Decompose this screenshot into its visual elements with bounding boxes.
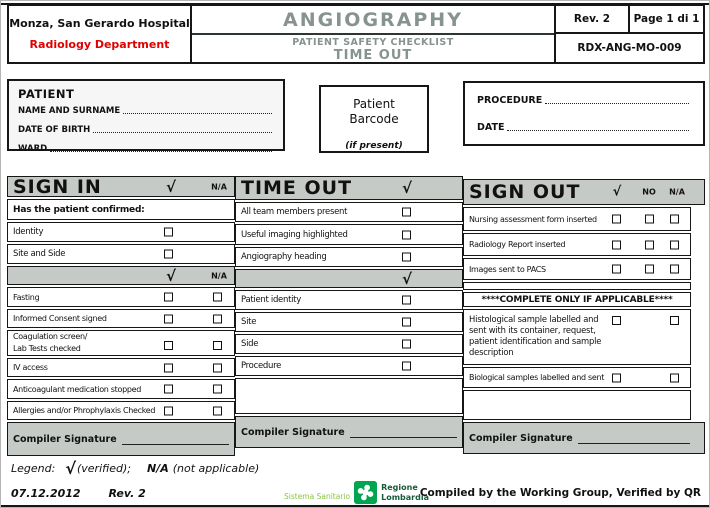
document-code-box: RDX-ANG-MO-009 <box>554 32 705 64</box>
name-surname-label: NAME AND SURNAME <box>18 106 121 116</box>
item-label: Histological sample labelled and sent with its container, request, patient identification and sample description <box>469 314 602 357</box>
na-column-label: N/A <box>669 187 685 197</box>
checkbox-nursing-na[interactable] <box>670 215 679 224</box>
patient-box-title: PATIENT <box>18 87 75 101</box>
check-column-icon: √ <box>401 269 412 288</box>
date-field[interactable] <box>507 122 689 131</box>
checkbox-anticoagulant-verified[interactable] <box>164 385 173 394</box>
form-title: ANGIOGRAPHY <box>192 6 554 35</box>
sign-in-mid-header-row <box>7 266 235 285</box>
time-out-mid-header-row <box>235 269 463 288</box>
procedure-confirm-row <box>235 356 463 376</box>
radiology-report-row <box>463 233 691 256</box>
checkbox-angiography-heading[interactable] <box>402 253 411 262</box>
department-name: Radiology Department <box>29 38 170 51</box>
item-label: Useful imaging highlighted <box>241 229 348 240</box>
ward-row <box>18 143 274 154</box>
checkbox-consent-na[interactable] <box>213 314 222 323</box>
time-out-signature-line[interactable] <box>350 426 457 438</box>
procedure-field[interactable] <box>545 95 689 104</box>
coagulation-row <box>7 330 235 356</box>
hospital-info-box <box>7 4 192 64</box>
item-label: Anticoagulant medication stopped <box>13 384 142 394</box>
no-column-label: NO <box>642 187 656 197</box>
checkbox-pacs-no[interactable] <box>645 265 654 274</box>
nursing-form-row <box>463 207 691 231</box>
ward-label: WARD <box>18 144 48 154</box>
checkbox-fasting-na[interactable] <box>213 293 222 302</box>
checkbox-report-na[interactable] <box>670 240 679 249</box>
item-label: Fasting <box>13 292 40 302</box>
checkbox-pacs-verified[interactable] <box>612 265 621 274</box>
procedure-row <box>477 95 691 106</box>
compiled-by-note: Compiled by the Working Group, Verified by QR <box>419 487 701 499</box>
patient-box <box>7 79 285 154</box>
bottom-rule <box>1 505 710 507</box>
date-row <box>477 122 691 133</box>
item-label: Patient identity <box>241 295 301 305</box>
checkbox-histological-verified[interactable] <box>612 316 621 325</box>
checkbox-site[interactable] <box>402 318 411 327</box>
date-revision <box>11 487 146 500</box>
page-box: Page 1 di 1 <box>628 4 705 34</box>
time-out-signature-row <box>235 416 463 448</box>
applicable-header-label: ****COMPLETE ONLY IF APPLICABLE**** <box>481 294 673 305</box>
sign-out-spacer-thin <box>463 282 691 290</box>
informed-consent-row <box>7 309 235 328</box>
item-line-2: Lab Tests checked <box>13 344 81 353</box>
item-label <box>13 331 87 354</box>
item-label: Side <box>241 339 259 349</box>
checkbox-report-verified[interactable] <box>612 240 621 249</box>
checkbox-biological-verified[interactable] <box>612 373 621 382</box>
item-label: Procedure <box>241 361 282 371</box>
item-label: Allergies and/or Phrophylaxis Checked <box>13 406 156 415</box>
images-pacs-row <box>463 258 691 280</box>
checkbox-pacs-na[interactable] <box>670 265 679 274</box>
date-label: DATE <box>477 122 505 133</box>
sign-out-signature-line[interactable] <box>578 432 690 444</box>
histological-sample-row <box>463 309 691 365</box>
sign-out-spacer-row <box>463 390 691 420</box>
item-label: IV access <box>13 363 48 372</box>
hospital-name: Monza, San Gerardo Hospital <box>9 17 190 30</box>
legend-na-meaning: (not applicable) <box>172 462 260 475</box>
checkbox-anticoagulant-na[interactable] <box>213 385 222 394</box>
item-label: Informed Consent signed <box>13 314 107 323</box>
checkbox-iv-verified[interactable] <box>164 363 173 372</box>
procedure-box <box>463 81 705 146</box>
checkbox-nursing-no[interactable] <box>645 215 654 224</box>
form-subtitle: PATIENT SAFETY CHECKLIST <box>292 37 454 48</box>
checkbox-coagulation-na[interactable] <box>213 341 222 350</box>
checkbox-procedure[interactable] <box>402 362 411 371</box>
site-side-row <box>7 244 235 264</box>
site-row <box>235 312 463 332</box>
item-label: Images sent to PACS <box>469 264 546 274</box>
angiography-heading-row <box>235 247 463 267</box>
barcode-note: (if present) <box>345 141 403 151</box>
side-row <box>235 334 463 354</box>
check-icon: √ <box>65 459 76 478</box>
checkbox-iv-na[interactable] <box>213 363 222 372</box>
item-label: Site and Side <box>13 249 66 259</box>
form-subtitle-2: TIME OUT <box>333 48 413 63</box>
item-label: All team members present <box>241 207 348 217</box>
na-column-label: N/A <box>211 271 227 280</box>
applicable-header-row <box>463 292 691 307</box>
checkbox-identity[interactable] <box>164 228 173 237</box>
revision-box: Rev. 2 <box>554 4 630 34</box>
checkbox-coagulation-verified[interactable] <box>164 341 173 350</box>
date-of-birth-field[interactable] <box>93 124 272 133</box>
name-surname-row <box>18 105 274 116</box>
legend-check-meaning: (verified); <box>76 462 131 475</box>
sign-out-column <box>463 179 705 456</box>
sign-out-title: SIGN OUT <box>469 181 581 203</box>
time-out-header-row <box>235 176 463 200</box>
confirm-header-row <box>7 199 235 220</box>
identity-row <box>7 222 235 242</box>
checkbox-consent-verified[interactable] <box>164 314 173 323</box>
sign-in-column <box>7 176 235 458</box>
item-label: Radiology Report inserted <box>469 240 566 249</box>
team-members-row <box>235 202 463 222</box>
procedure-label: PROCEDURE <box>477 95 543 106</box>
sign-out-header-row <box>463 179 705 205</box>
item-line-1: Coagulation screen/ <box>13 332 88 342</box>
checkbox-side[interactable] <box>402 340 411 349</box>
checkbox-histological-na[interactable] <box>670 316 679 325</box>
check-column-icon: √ <box>165 266 176 285</box>
allergies-row <box>7 401 235 420</box>
regione-lombardia-logo-block <box>284 481 435 504</box>
sistema-sanitario-label: Sistema Sanitario <box>284 492 351 501</box>
item-label: Site <box>241 317 257 327</box>
regione-lombardia-label: Regione Lombardia <box>381 483 429 502</box>
name-surname-field[interactable] <box>123 105 272 114</box>
iv-access-row <box>7 358 235 377</box>
checkbox-biological-na[interactable] <box>670 373 679 382</box>
confirm-header-label: Has the patient confirmed: <box>13 204 145 215</box>
time-out-title: TIME OUT <box>241 177 353 199</box>
legend-na: N/A <box>147 462 169 475</box>
footer-revision: Rev. 2 <box>108 487 146 500</box>
footer-date: 07.12.2012 <box>11 487 81 500</box>
check-column-icon: √ <box>165 177 176 196</box>
patient-barcode-label: Patient Barcode <box>349 97 399 126</box>
sign-in-signature-row <box>7 422 235 456</box>
checkbox-fasting-verified[interactable] <box>164 293 173 302</box>
signature-label: Compiler Signature <box>469 432 573 444</box>
item-label: Nursing assessment form inserted <box>469 214 597 224</box>
time-out-column <box>235 176 463 450</box>
legend-prefix: Legend: <box>11 462 56 475</box>
date-of-birth-label: DATE OF BIRTH <box>18 125 91 135</box>
item-label: Angiography heading <box>241 252 327 262</box>
sign-in-header-row <box>7 176 235 197</box>
checkbox-allergies-verified[interactable] <box>164 406 173 415</box>
checkbox-site-side[interactable] <box>164 250 173 259</box>
item-label: Identity <box>13 227 44 237</box>
checkbox-team-members[interactable] <box>402 208 411 217</box>
regione-lombardia-logo-icon <box>354 481 377 504</box>
form-title-box <box>190 4 556 64</box>
patient-barcode-box <box>319 85 429 153</box>
sign-in-signature-line[interactable] <box>122 433 229 445</box>
anticoagulant-row <box>7 379 235 399</box>
checkbox-useful-imaging[interactable] <box>402 230 411 239</box>
date-of-birth-row <box>18 124 274 135</box>
useful-imaging-row <box>235 224 463 245</box>
item-label: Biological samples labelled and sent <box>469 373 605 382</box>
checkbox-report-no[interactable] <box>645 240 654 249</box>
check-column-icon: √ <box>612 184 622 200</box>
checkbox-allergies-na[interactable] <box>213 406 222 415</box>
legend <box>11 459 259 478</box>
patient-identity-row <box>235 290 463 310</box>
sign-out-signature-row <box>463 422 705 454</box>
time-out-spacer-row <box>235 378 463 414</box>
sign-in-title: SIGN IN <box>13 175 102 198</box>
checkbox-nursing-verified[interactable] <box>612 215 621 224</box>
checkbox-patient-identity[interactable] <box>402 296 411 305</box>
check-column-icon: √ <box>401 179 412 197</box>
na-column-label: N/A <box>211 182 227 191</box>
signature-label: Compiler Signature <box>241 426 345 438</box>
ward-field[interactable] <box>50 143 272 152</box>
biological-sample-row <box>463 367 691 388</box>
signature-label: Compiler Signature <box>13 433 117 445</box>
fasting-row <box>7 287 235 307</box>
